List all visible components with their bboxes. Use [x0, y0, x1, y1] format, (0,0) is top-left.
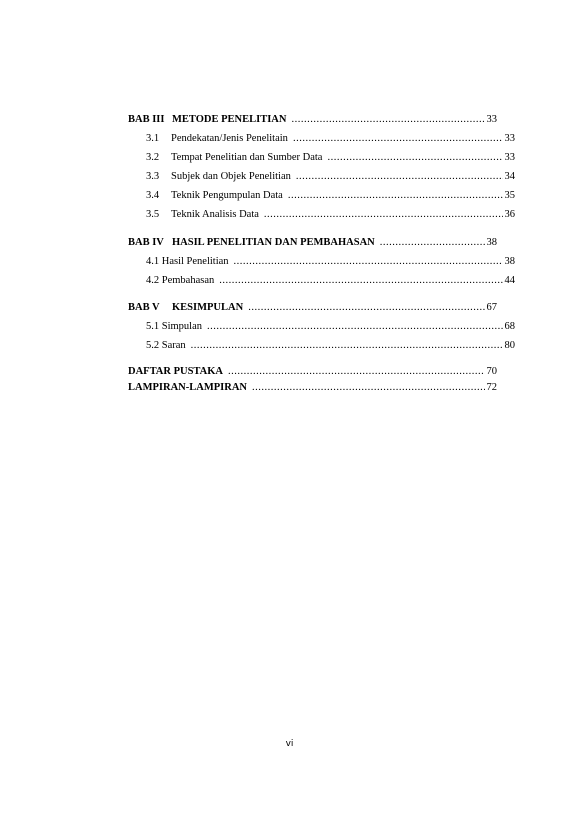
chapter-title: KESIMPULAN	[172, 302, 244, 313]
chapter-number: BAB IV	[128, 236, 164, 248]
spacer	[128, 290, 497, 299]
page-number: 44	[504, 274, 515, 286]
spacer	[128, 355, 497, 364]
toc-item-3-3	[128, 167, 515, 186]
page-number: 34	[504, 171, 515, 182]
dot-leader	[228, 365, 485, 378]
dot-leader	[191, 339, 503, 352]
page-number: 72	[486, 382, 497, 393]
section-number: 3.4	[146, 190, 160, 201]
toc-item-3-5	[128, 205, 515, 224]
section-title: 5.2 Saran	[146, 340, 186, 351]
dot-leader	[248, 301, 484, 314]
page-number: 35	[504, 190, 515, 201]
toc-chapter-5	[128, 298, 497, 317]
dot-leader	[252, 381, 485, 394]
dot-leader	[327, 151, 502, 164]
dot-leader	[219, 274, 502, 287]
dot-leader	[291, 113, 484, 126]
page-number: 80	[504, 340, 515, 351]
section-number: 3.2	[146, 152, 160, 163]
page-number: 33	[486, 114, 497, 125]
spacer	[128, 224, 497, 233]
toc-item-3-4	[128, 186, 515, 205]
toc-item-5-2	[128, 336, 515, 355]
page-number: 68	[504, 321, 515, 332]
toc-daftar-pustaka	[128, 364, 497, 380]
section-title: Tempat Penelitian dan Sumber Data	[171, 152, 323, 163]
section-title: 4.2 Pembahasan	[146, 274, 215, 286]
toc-item-5-1	[128, 317, 515, 336]
section-title: Subjek dan Objek Penelitian	[171, 171, 291, 182]
toc-item-4-1	[128, 252, 515, 271]
dot-leader	[234, 255, 503, 268]
page-number: 33	[504, 152, 515, 163]
dot-leader	[207, 320, 502, 333]
dot-leader	[288, 189, 503, 202]
section-title: Teknik Analisis Data	[171, 209, 259, 220]
section-title: 4.1 Hasil Penelitian	[146, 255, 229, 267]
dot-leader	[296, 170, 503, 183]
dot-leader	[264, 208, 503, 221]
table-of-contents	[128, 110, 515, 396]
toc-chapter-3	[128, 110, 497, 129]
chapter-number: BAB V	[128, 302, 160, 313]
toc-item-3-2	[128, 148, 515, 167]
chapter-title: LAMPIRAN-LAMPIRAN	[128, 382, 247, 393]
section-number: 3.1	[146, 133, 160, 144]
toc-item-4-2	[128, 271, 515, 290]
section-title: Teknik Pengumpulan Data	[171, 190, 283, 201]
chapter-title: HASIL PENELITIAN DAN PEMBAHASAN	[172, 236, 375, 248]
section-title: 5.1 Simpulan	[146, 321, 203, 332]
page-number: 36	[504, 209, 515, 220]
page-number: 70	[486, 366, 497, 377]
section-number: 3.3	[146, 171, 160, 182]
chapter-title: DAFTAR PUSTAKA	[128, 366, 223, 377]
section-number: 3.5	[146, 209, 160, 220]
toc-lampiran	[128, 380, 497, 396]
dot-leader	[380, 236, 485, 249]
chapter-number: BAB III	[128, 114, 165, 125]
section-title: Pendekatan/Jenis Penelitain	[171, 133, 288, 144]
page-number: 38	[486, 236, 497, 248]
page-number: 67	[486, 302, 497, 313]
page-number: 38	[504, 255, 515, 267]
page-footer-number: vi	[285, 739, 294, 749]
dot-leader	[293, 132, 503, 145]
chapter-title: METODE PENELITIAN	[172, 114, 287, 125]
toc-chapter-4	[128, 233, 497, 252]
toc-item-3-1	[128, 129, 515, 148]
page-number: 33	[504, 133, 515, 144]
